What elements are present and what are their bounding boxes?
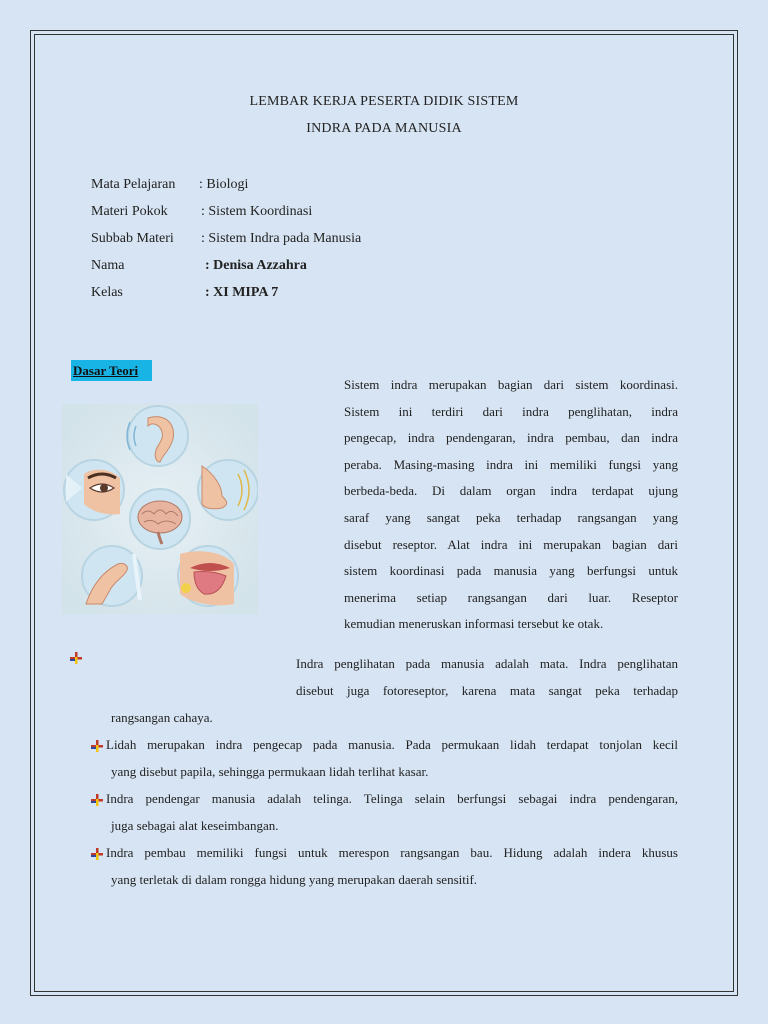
nose-icon	[198, 460, 258, 520]
eye-icon	[64, 460, 124, 520]
info-label: Nama	[91, 258, 125, 273]
info-label: Materi Pokok	[91, 204, 168, 219]
theory-line: kemudian meneruskan informasi tersebut ke otak.	[344, 616, 604, 632]
info-label: Kelas	[91, 285, 123, 300]
document-title-line1: LEMBAR KERJA PESERTA DIDIK SISTEM	[249, 94, 519, 109]
info-label: Mata Pelajaran	[91, 177, 176, 192]
info-value: : Sistem Indra pada Manusia	[201, 231, 362, 246]
theory-line: menerima setiap rangsangan dari luar. Reseptor	[344, 589, 678, 605]
info-value: : Sistem Koordinasi	[201, 204, 313, 219]
bullet-eye-line3: rangsangan cahaya.	[111, 710, 213, 725]
theory-paragraph	[344, 372, 678, 638]
ear-icon	[127, 406, 188, 466]
bullet-nose-line2: yang terletak di dalam rongga hidung yang merupakan daerah sensitif.	[111, 872, 478, 887]
section-heading-dasar-teori: Dasar Teori	[71, 360, 152, 381]
senses-illustration-svg	[62, 404, 258, 614]
student-name: : Denisa Azzahra	[205, 258, 307, 273]
cross-bullet-icon	[90, 793, 104, 807]
info-value: : Biologi	[199, 177, 249, 192]
theory-line: saraf yang sangat peka terhadap rangsangan yang	[344, 509, 678, 525]
student-class: : XI MIPA 7	[205, 285, 279, 300]
theory-line: disebut reseptor. Alat indra ini merupakan bagian dari	[344, 536, 678, 552]
theory-line: Sistem ini terdiri dari indra penglihatan, indra	[344, 403, 678, 419]
info-label: Subbab Materi	[91, 231, 174, 246]
theory-line: peraba. Masing-masing indra ini memiliki fungsi yang	[344, 456, 678, 472]
mouth-icon	[178, 546, 238, 606]
bullet-ear-line1: Indra pendengar manusia adalah telinga. Telinga selain berfungsi sebagai indra pendengaran,	[106, 791, 678, 806]
theory-line: pengecap, indra pendengaran, indra pembau, dan indra	[344, 430, 678, 446]
theory-line: sistem koordinasi pada manusia yang berfungsi untuk	[344, 563, 678, 579]
cross-bullet-icon	[90, 847, 104, 861]
bullet-eye-line2: disebut juga fotoreseptor, karena mata sangat peka terhadap	[296, 683, 678, 698]
cross-bullet-icon	[69, 651, 83, 665]
document-title-line2: INDRA PADA MANUSIA	[306, 121, 462, 136]
cross-bullet-icon	[90, 739, 104, 753]
bullet-eye-line1: Indra penglihatan pada manusia adalah mata. Indra penglihatan	[296, 656, 678, 671]
theory-line: Sistem indra merupakan bagian dari sistem koordinasi.	[344, 377, 678, 392]
bullet-ear-line2: juga sebagai alat keseimbangan.	[111, 818, 279, 833]
brain-icon	[130, 489, 190, 549]
senses-illustration	[62, 404, 258, 614]
bullet-tongue-line1: Lidah merupakan indra pengecap pada manusia. Pada permukaan lidah terdapat tonjolan kecil	[106, 737, 678, 752]
theory-line: berbeda-beda. Di dalam organ indra terdapat ujung	[344, 483, 678, 499]
hand-icon	[82, 546, 142, 606]
bullet-tongue-line2: yang disebut papila, sehingga permukaan lidah terlihat kasar.	[111, 764, 429, 779]
bullet-nose-line1: Indra pembau memiliki fungsi untuk merespon rangsangan bau. Hidung adalah indera khusus	[106, 845, 678, 860]
